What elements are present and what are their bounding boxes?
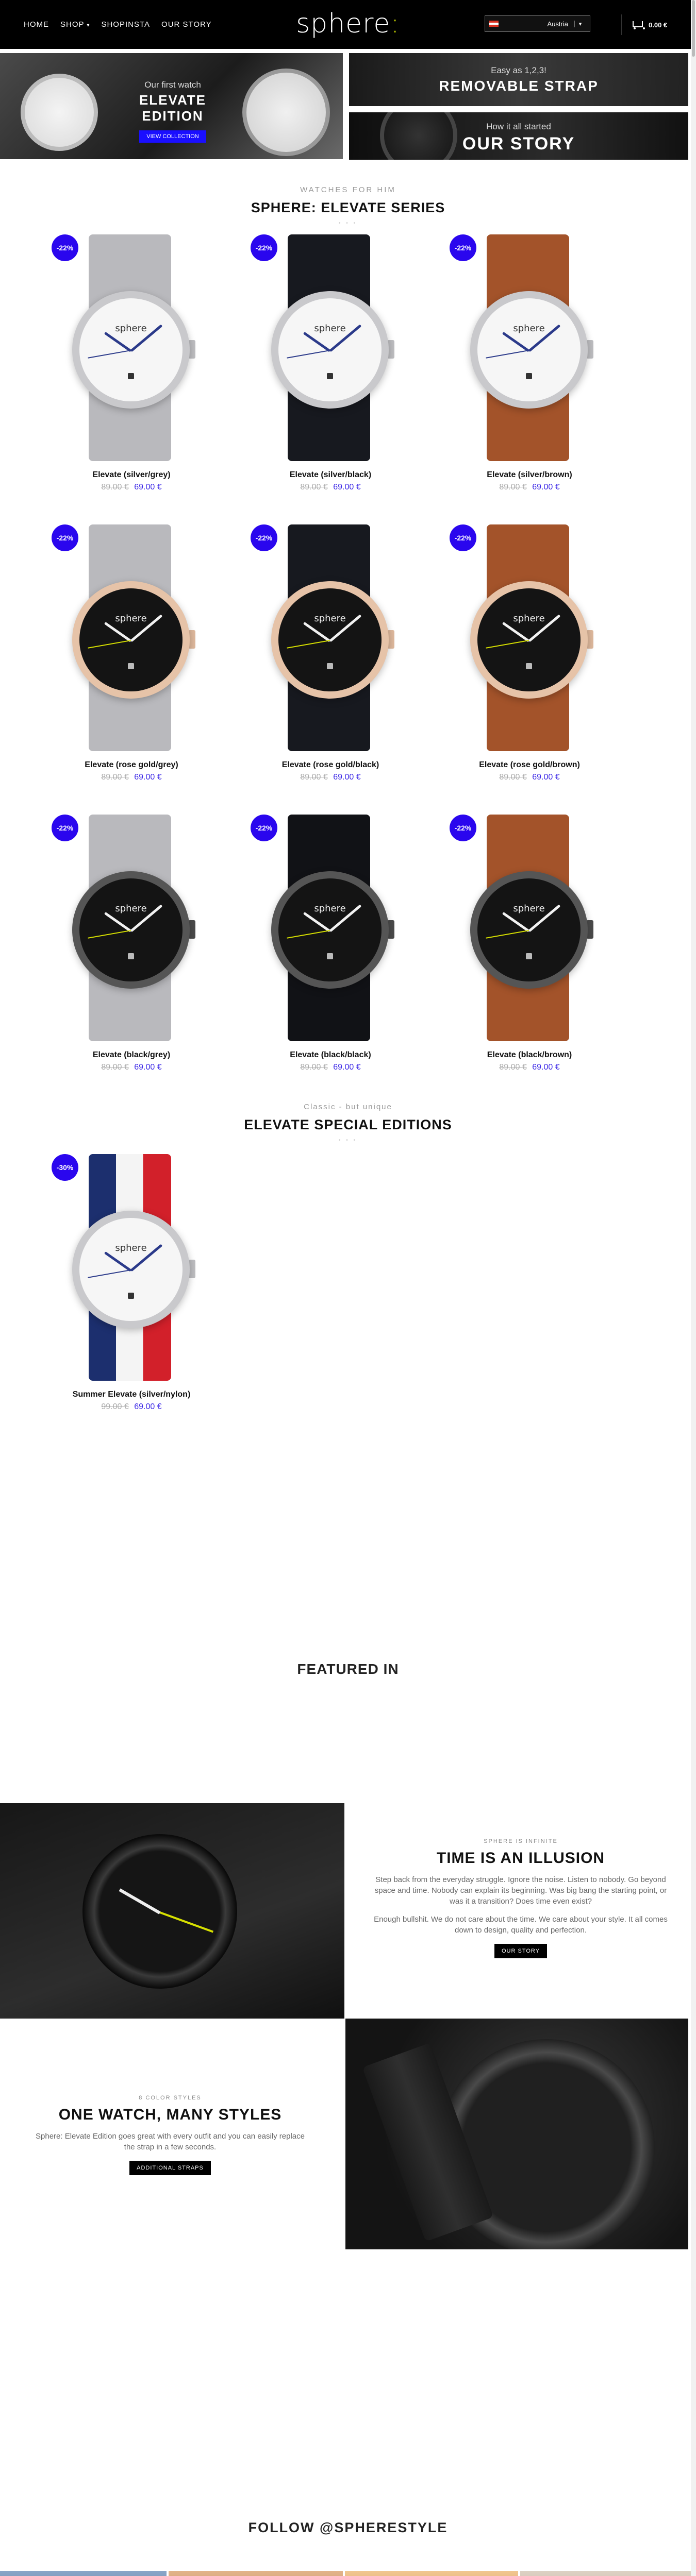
discount-badge: -22%: [450, 815, 476, 841]
dial-logo: sphere: [314, 903, 346, 914]
second-hand: [486, 350, 529, 359]
watch-case: [271, 291, 389, 409]
banner-subtitle: Easy as 1,2,3!: [491, 65, 546, 75]
hour-hand: [303, 332, 331, 352]
product-name[interactable]: Elevate (silver/black): [289, 470, 372, 479]
product-image[interactable]: [251, 815, 410, 1041]
watch-case: [271, 581, 389, 699]
product-image[interactable]: [52, 1154, 211, 1381]
watch-dial: [278, 298, 382, 401]
product-price: [450, 1063, 609, 1072]
sale-price: 69.00 €: [134, 483, 162, 492]
discount-badge: -30%: [52, 1154, 78, 1181]
hour-hand: [502, 332, 530, 352]
watch-dial: [477, 588, 581, 691]
product-price: [251, 773, 410, 782]
hour-hand: [104, 1251, 132, 1272]
product-card[interactable]: [52, 815, 211, 1093]
product-image[interactable]: [251, 234, 410, 461]
hour-hand: [104, 332, 132, 352]
instagram-photo-2[interactable]: [169, 2571, 343, 2576]
flag-icon: [489, 21, 499, 27]
follow-title: FOLLOW @SPHERESTYLE: [248, 2520, 448, 2535]
hour-hand: [303, 622, 331, 642]
watch-dial: [79, 588, 183, 691]
banner-title: REMOVABLE STRAP: [439, 78, 599, 94]
product-image[interactable]: [52, 234, 211, 461]
product-card[interactable]: [251, 524, 410, 803]
discount-badge: -22%: [251, 234, 277, 261]
section-kicker: WATCHES FOR HIM: [300, 185, 396, 194]
product-price: [52, 483, 211, 492]
styles-title: ONE WATCH, MANY STYLES: [58, 2106, 282, 2123]
banner-title: OUR STORY: [462, 134, 575, 154]
lifestyle-image-watch: [0, 1803, 344, 2019]
styles-kicker: 8 COLOR STYLES: [139, 2095, 202, 2101]
old-price: 89.00 €: [300, 483, 328, 492]
watch-image: [21, 74, 98, 151]
old-price: 89.00 €: [101, 483, 129, 492]
nav-shopinsta[interactable]: SHOPINSTA: [101, 20, 151, 29]
product-card[interactable]: [52, 524, 211, 803]
product-name[interactable]: Elevate (silver/grey): [92, 470, 171, 479]
discount-badge: -22%: [251, 524, 277, 551]
watch-case: [72, 871, 190, 989]
dial-logo: sphere: [314, 613, 346, 624]
product-image[interactable]: [450, 815, 609, 1041]
watch-dial: [278, 878, 382, 981]
chevron-down-icon: ▾: [87, 23, 90, 28]
product-card[interactable]: [251, 815, 410, 1093]
product-price: [251, 483, 410, 492]
watch-case: [72, 1211, 190, 1328]
watch-case: [470, 581, 588, 699]
watch-case: [72, 581, 190, 699]
old-price: 89.00 €: [300, 773, 328, 782]
discount-badge: -22%: [450, 234, 476, 261]
product-price: [52, 1402, 211, 1412]
discount-badge: -22%: [450, 524, 476, 551]
dial-logo: sphere: [513, 613, 545, 624]
product-card[interactable]: [450, 234, 609, 513]
old-price: 89.00 €: [499, 1063, 527, 1072]
sale-price: 69.00 €: [134, 1402, 162, 1411]
watch-case: [271, 871, 389, 989]
product-card[interactable]: [52, 234, 211, 513]
date-window: [327, 663, 333, 669]
old-price: 89.00 €: [300, 1063, 328, 1072]
old-price: 89.00 €: [101, 773, 129, 782]
product-price: [450, 773, 609, 782]
illusion-text-block: [371, 1838, 670, 1958]
date-window: [128, 373, 134, 379]
watch-dial: [477, 878, 581, 981]
watch-image: [242, 69, 330, 156]
scrollbar-track[interactable]: [691, 0, 696, 2576]
product-image[interactable]: [450, 524, 609, 751]
instagram-photo-4[interactable]: [520, 2571, 696, 2576]
styles-paragraph: Sphere: Elevate Edition goes great with every outfit and you can easily replace the strap in a few seconds.: [36, 2132, 305, 2151]
section-title: ELEVATE SPECIAL EDITIONS: [244, 1117, 452, 1132]
section-title: SPHERE: ELEVATE SERIES: [251, 200, 445, 215]
product-name[interactable]: Elevate (black/brown): [487, 1050, 572, 1059]
discount-badge: -22%: [52, 234, 78, 261]
section-kicker: Classic - but unique: [304, 1103, 392, 1111]
hour-hand: [502, 622, 530, 642]
product-name[interactable]: Elevate (black/grey): [92, 1050, 171, 1059]
date-window: [128, 663, 134, 669]
old-price: 89.00 €: [101, 1063, 129, 1072]
hour-hand: [502, 912, 530, 933]
logo-text: sphere: [296, 8, 391, 39]
dial-logo: sphere: [115, 323, 147, 334]
nav-shop-label: SHOP: [60, 20, 85, 29]
watch-case: [470, 871, 588, 989]
date-window: [526, 953, 532, 959]
instagram-photo-3[interactable]: [345, 2571, 518, 2576]
illusion-title: TIME IS AN ILLUSION: [436, 1850, 605, 1867]
banner-title: ELEVATE EDITION: [139, 92, 207, 124]
banner-removable-strap[interactable]: [349, 53, 688, 106]
country-selector[interactable]: [485, 15, 590, 32]
date-window: [327, 373, 333, 379]
date-window: [128, 1293, 134, 1299]
divider: • • •: [338, 221, 358, 226]
second-hand: [88, 930, 131, 939]
second-hand: [287, 640, 330, 649]
sale-price: 69.00 €: [532, 773, 560, 782]
cart-button[interactable]: [621, 14, 667, 35]
second-hand: [88, 1269, 131, 1278]
featured-title: FEATURED IN: [297, 1661, 399, 1677]
product-name[interactable]: Elevate (silver/brown): [487, 470, 572, 479]
illusion-kicker: SPHERE IS INFINITE: [484, 1838, 558, 1844]
hour-hand: [303, 912, 331, 933]
dial-logo: sphere: [314, 323, 346, 334]
our-story-button[interactable]: OUR STORY: [494, 1944, 547, 1958]
site-header: [0, 0, 696, 49]
watch-case: [72, 291, 190, 409]
chevron-down-icon: ▾: [574, 21, 586, 27]
product-price: [52, 773, 211, 782]
dial-logo: sphere: [513, 323, 545, 334]
view-collection-button[interactable]: VIEW COLLECTION: [139, 130, 206, 143]
watch-dial: [477, 298, 581, 401]
hour-hand: [104, 622, 132, 642]
product-price: [52, 1063, 211, 1072]
styles-text-block: [31, 2095, 309, 2175]
second-hand: [287, 930, 330, 939]
sale-price: 69.00 €: [532, 1063, 560, 1072]
old-price: 89.00 €: [499, 773, 527, 782]
watch-case: [470, 291, 588, 409]
banner-elevate-edition[interactable]: [0, 53, 343, 159]
sale-price: 69.00 €: [134, 773, 162, 782]
date-window: [128, 953, 134, 959]
product-name[interactable]: Summer Elevate (silver/nylon): [72, 1390, 191, 1399]
second-hand: [88, 640, 131, 649]
product-name[interactable]: Elevate (rose gold/grey): [85, 760, 178, 769]
second-hand: [88, 350, 131, 359]
discount-badge: -22%: [52, 815, 78, 841]
product-name[interactable]: Elevate (black/black): [290, 1050, 371, 1059]
product-price: [251, 1063, 410, 1072]
illusion-paragraph-2: Enough bullshit. We do not care about the time. We care about your style. It all comes down to design, quality and perfection.: [374, 1915, 668, 1935]
product-image[interactable]: [52, 815, 211, 1041]
dial-logo: sphere: [115, 903, 147, 914]
watch-dial: [79, 298, 183, 401]
sale-price: 69.00 €: [134, 1063, 162, 1072]
cart-icon: [631, 20, 642, 29]
hour-hand: [104, 912, 132, 933]
site-logo[interactable]: [0, 8, 696, 39]
product-card[interactable]: [52, 1154, 211, 1432]
sale-price: 69.00 €: [333, 773, 361, 782]
additional-straps-button[interactable]: ADDITIONAL STRAPS: [129, 2161, 211, 2175]
product-card[interactable]: [251, 234, 410, 513]
sale-price: 69.00 €: [532, 483, 560, 492]
product-image[interactable]: [251, 524, 410, 751]
cart-total: 0.00 €: [649, 21, 668, 29]
watch-dial: [79, 878, 183, 981]
nav-our-story[interactable]: OUR STORY: [161, 20, 212, 29]
second-hand: [486, 640, 529, 649]
product-image[interactable]: [450, 234, 609, 461]
date-window: [526, 373, 532, 379]
instagram-photo-1[interactable]: [0, 2571, 167, 2576]
nav-home[interactable]: HOME: [24, 20, 49, 29]
old-price: 99.00 €: [101, 1402, 129, 1411]
dial-logo: sphere: [115, 613, 147, 624]
sale-price: 69.00 €: [333, 1063, 361, 1072]
banner-our-story[interactable]: [349, 112, 688, 160]
banner-subtitle: How it all started: [486, 122, 551, 131]
discount-badge: -22%: [251, 815, 277, 841]
product-name[interactable]: Elevate (rose gold/brown): [479, 760, 580, 769]
date-window: [526, 663, 532, 669]
watch-dial: [79, 1218, 183, 1321]
product-card[interactable]: [450, 524, 609, 803]
date-window: [327, 953, 333, 959]
dial-logo: sphere: [513, 903, 545, 914]
logo-dot: :: [390, 8, 400, 39]
scrollbar-thumb[interactable]: [692, 0, 695, 57]
watch-dial: [278, 588, 382, 691]
product-price: [450, 483, 609, 492]
old-price: 89.00 €: [499, 483, 527, 492]
second-hand: [486, 930, 529, 939]
second-hand: [287, 350, 330, 359]
discount-badge: -22%: [52, 524, 78, 551]
illusion-paragraph-1: Step back from the everyday struggle. Ignore the noise. Listen to nobody. Go beyond space and time. Nobody can explain its beginning. Was big bang the starting point, or was it a transition? Does time even exist?: [374, 1875, 667, 1906]
product-name[interactable]: Elevate (rose gold/black): [281, 760, 379, 769]
lifestyle-image-strap: [345, 2019, 688, 2249]
divider: • • •: [338, 1138, 358, 1143]
banner-subtitle: Our first watch: [144, 80, 201, 90]
product-card[interactable]: [450, 815, 609, 1093]
sale-price: 69.00 €: [333, 483, 361, 492]
country-name: Austria: [547, 20, 568, 28]
dial-logo: sphere: [115, 1243, 147, 1253]
product-image[interactable]: [52, 524, 211, 751]
